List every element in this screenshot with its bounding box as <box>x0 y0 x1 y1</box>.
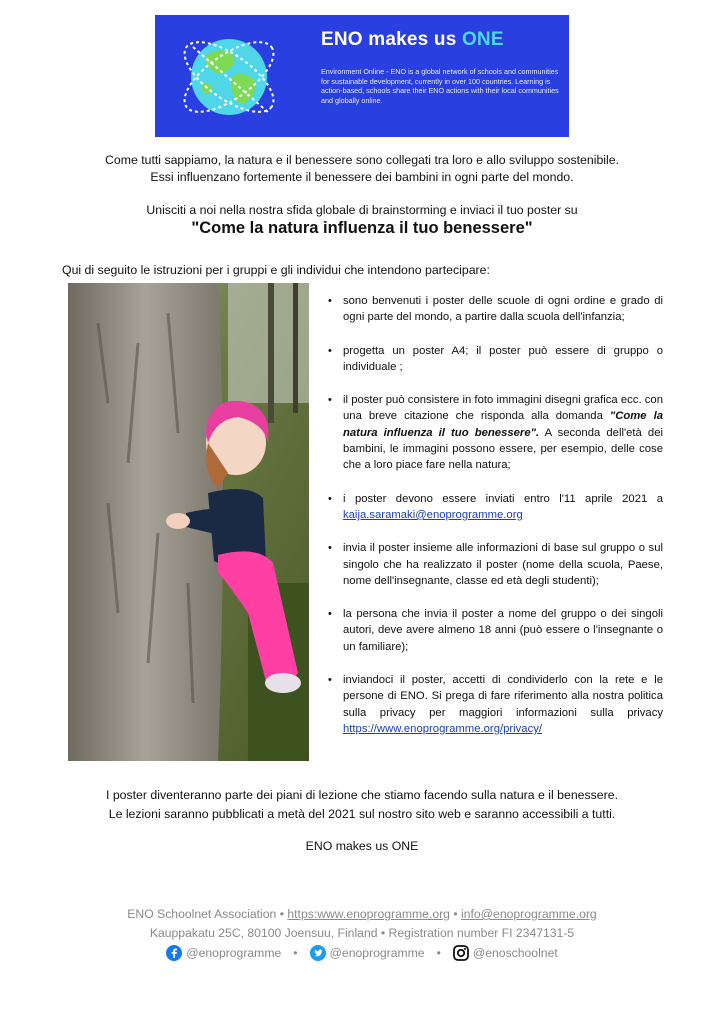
footer-website-link[interactable]: https:www.enoprogramme.org <box>287 907 450 921</box>
outro-line-2: Le lezioni saranno pubblicati a metà del 2021 sul nostro sito web e saranno accessibili a tutti. <box>108 807 616 821</box>
signature: ENO makes us ONE <box>305 839 419 853</box>
intro-line-2: Essi influenzano fortemente il benessere dei bambini in ogni parte del mondo. <box>150 170 574 184</box>
twitter-handle[interactable]: @enoprogramme <box>310 943 425 963</box>
participation-rules-list <box>325 293 663 754</box>
footer-separator: • <box>453 907 458 921</box>
footer-separator: • <box>293 946 298 960</box>
rule-emphasis: "Come la natura influenza il tuo benessere". <box>343 410 663 439</box>
rule-text: invia il poster insieme alle informazioni di base sul gruppo o sul singolo che ha realizzato il poster (nome della scuola, Paese, nome dell'insegnante, classe ed età degli studenti); <box>343 542 663 587</box>
privacy-link[interactable]: https://www.enoprogramme.org/privacy/ <box>343 722 543 735</box>
footer-email-link[interactable]: info@enoprogramme.org <box>461 907 597 921</box>
list-item <box>325 491 663 524</box>
bullet-dot: • <box>328 674 332 687</box>
rule-text-continued: A seconda dell'età dei bambini, le immagini possono essere, per esempio, delle cose che a loro piace fare nella natura; <box>343 426 663 472</box>
intro-line-1: Come tutti sappiamo, la natura e il benessere sono collegati tra loro e allo sviluppo sostenibile. <box>104 153 620 167</box>
footer-separator: • <box>279 907 284 921</box>
list-item <box>325 540 663 589</box>
facebook-handle[interactable]: @enoprogramme <box>166 943 281 963</box>
rule-text: sono benvenuti i poster delle scuole di ogni ordine e grado di ogni parte del mondo, a partire dalla scuola dell'infanzia; <box>343 295 663 324</box>
bullet-dot: • <box>328 608 332 621</box>
twitter-icon <box>310 945 326 961</box>
bullet-dot: • <box>328 394 332 407</box>
header-banner <box>155 15 569 137</box>
bullet-dot: • <box>328 295 332 307</box>
bullet-dot: • <box>328 492 332 505</box>
outro-line-1: I poster diventeranno parte dei piani di lezione che stiamo facendo sulla natura e il benessere. <box>105 788 618 802</box>
footer-org: ENO Schoolnet Association <box>127 907 277 921</box>
page-headline: "Come la natura influenza il tuo benessere" <box>191 219 533 237</box>
banner-description: Environment Online - ENO is a global network of schools and communities for sustainable development, currently in over 100 countries. Learning is action-based, schools share their ENO actions with their local communities and globally online. <box>321 67 559 105</box>
instagram-handle[interactable]: @enoschoolnet <box>453 943 558 963</box>
rule-text: il poster può consistere in foto immagini disegni grafica ecc. con una breve citazione che risponda alla domanda <box>343 394 663 423</box>
intro-line-3: Unisciti a noi nella nostra sfida globale di brainstorming e inviaci il tuo poster su <box>146 203 578 217</box>
child-hugging-tree-photo <box>68 283 309 761</box>
bullet-dot: • <box>328 542 332 555</box>
footer-contact-line <box>0 904 724 924</box>
eno-globe-logo <box>173 21 285 133</box>
list-item <box>325 392 663 473</box>
bullet-dot: • <box>328 344 332 357</box>
instructions-text: Qui di seguito le istruzioni per i gruppi e gli individui che intendono partecipare: <box>62 263 490 277</box>
list-item <box>325 343 663 376</box>
banner-title-accent: ONE <box>461 29 504 50</box>
footer-address: Kauppakatu 25C, 80100 Joensuu, Finland • Registration number FI 2347131-5 <box>149 926 575 940</box>
rule-text: inviandoci il poster, accetti di condividerlo con la rete e le persone di ENO. Si prega di fare riferimento alla nostra politica sulla privacy per maggiori informazioni sulla privacy <box>343 674 663 719</box>
intro-text <box>0 152 724 186</box>
banner-title: ENO makes us ONE <box>321 29 504 50</box>
list-item <box>325 606 663 655</box>
footer-social <box>0 943 724 963</box>
email-link[interactable]: kaija.saramaki@enoprogramme.org <box>343 508 523 521</box>
outro-text <box>0 786 724 824</box>
list-item <box>325 672 663 737</box>
footer-separator: • <box>436 946 441 960</box>
instagram-icon <box>453 945 469 961</box>
rule-text: la persona che invia il poster a nome del gruppo o dei singoli autori, deve avere almeno 18 anni (può essere o l'insegnante o un familiare); <box>343 608 663 653</box>
list-item <box>325 293 663 326</box>
rule-text: progetta un poster A4; il poster può essere di gruppo o individuale ; <box>343 344 663 373</box>
facebook-icon <box>166 945 182 961</box>
rule-text: i poster devono essere inviati entro l'11 aprile 2021 a <box>343 492 663 505</box>
